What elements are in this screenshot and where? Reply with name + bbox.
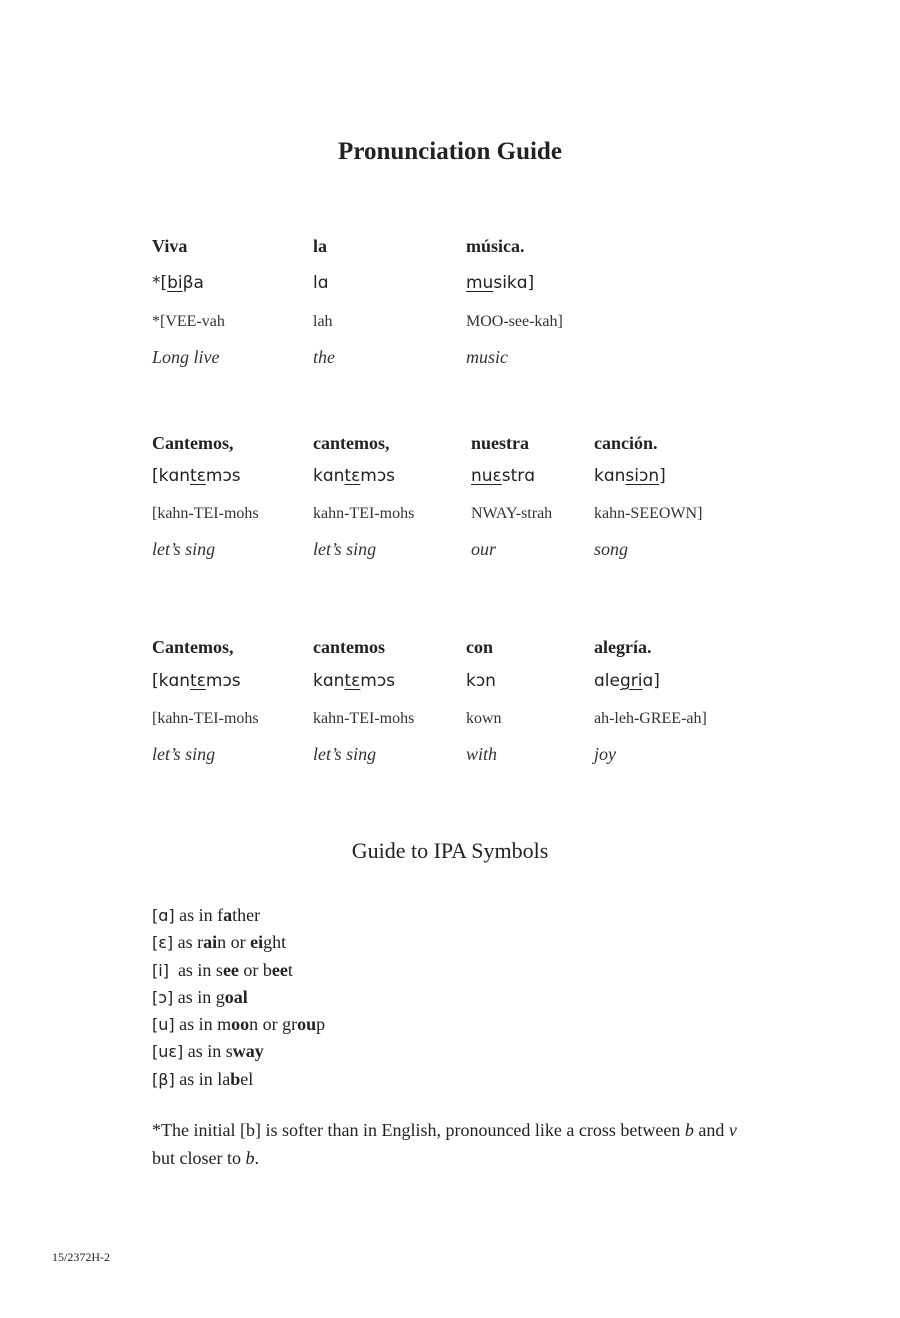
translation-row	[0, 744, 900, 772]
phonetic-spelling: kown	[466, 710, 502, 727]
translation-row	[0, 539, 900, 567]
ipa-transcription: kɑntɛmɔs	[313, 466, 396, 486]
ipa-transcription: [kɑntɛmɔs	[152, 671, 241, 691]
word: Cantemos,	[152, 433, 234, 453]
ipa-guide-item: [β] as in label	[152, 1068, 254, 1089]
translation: with	[466, 744, 498, 764]
ipa-transcription: kɔn	[466, 671, 496, 691]
phonetic-spelling: kahn-SEEOWN]	[594, 505, 703, 522]
translation: let’s sing	[313, 539, 377, 559]
translation: the	[313, 347, 335, 367]
phonetic-spelling: [kahn-TEI-mohs	[152, 505, 259, 522]
ipa-transcription: musikɑ]	[466, 273, 535, 293]
translation: music	[466, 347, 508, 367]
word-row	[0, 433, 900, 461]
word: con	[466, 637, 493, 657]
ipa-guide-item: [uɛ] as in sway	[152, 1041, 264, 1062]
word-row	[0, 637, 900, 665]
word-row	[0, 236, 900, 264]
phonetic-spelling: kahn-TEI-mohs	[313, 505, 415, 522]
phonetic-spelling: [kahn-TEI-mohs	[152, 710, 259, 727]
ipa-guide-item: [ɑ] as in father	[152, 905, 261, 925]
word: cantemos	[313, 637, 385, 657]
word: alegría.	[594, 637, 652, 657]
word: Cantemos,	[152, 637, 234, 657]
translation-row	[0, 347, 900, 375]
footnote: *The initial [b] is softer than in English, pronounced like a cross between b and v but closer to b.	[152, 1120, 737, 1168]
translation: let’s sing	[313, 744, 377, 764]
ipa-transcription: lɑ	[313, 273, 329, 293]
ipa-guide-item: [i] as in see or beet	[152, 959, 293, 980]
phonetic-spelling: kahn-TEI-mohs	[313, 710, 415, 727]
ipa-row	[0, 273, 900, 301]
phonetic-row	[0, 313, 900, 341]
translation: let’s sing	[152, 539, 216, 559]
word: nuestra	[471, 433, 529, 453]
translation: our	[471, 539, 497, 559]
word: Viva	[152, 236, 188, 256]
ipa-guide-item: [u] as in moon or group	[152, 1014, 326, 1035]
phonetic-row	[0, 710, 900, 738]
ipa-transcription: kɑntɛmɔs	[313, 671, 396, 691]
word: cantemos,	[313, 433, 390, 453]
phonetic-spelling: lah	[313, 313, 333, 330]
phonetic-spelling: MOO-see-kah]	[466, 313, 563, 330]
ipa-transcription: *[biβa	[152, 273, 204, 293]
word: la	[313, 236, 328, 256]
ipa-guide-item: [ɛ] as rain or eight	[152, 932, 287, 953]
ipa-row	[0, 466, 900, 494]
translation: song	[594, 539, 629, 559]
ipa-transcription: nuɛstrɑ	[471, 466, 536, 486]
ipa-transcription: ɑlegriɑ]	[594, 671, 660, 691]
phonetic-spelling: *[VEE-vah	[152, 313, 225, 330]
catalog-number: 15/2372H-2	[52, 1250, 110, 1264]
phonetic-row	[0, 505, 900, 533]
phonetic-spelling: NWAY-strah	[471, 505, 553, 522]
word: música.	[466, 236, 525, 256]
ipa-row	[0, 671, 900, 699]
ipa-transcription: [kɑntɛmɔs	[152, 466, 241, 486]
ipa-transcription: kɑnsiɔn]	[594, 466, 666, 486]
page-title: Pronunciation Guide	[338, 138, 562, 165]
translation: Long live	[152, 347, 220, 367]
ipa-guide-title: Guide to IPA Symbols	[351, 838, 549, 863]
translation: joy	[594, 744, 616, 764]
ipa-guide-item: [ɔ] as in goal	[152, 986, 248, 1007]
phonetic-spelling: ah-leh-GREE-ah]	[594, 710, 707, 727]
translation: let’s sing	[152, 744, 216, 764]
ipa-guide-list	[152, 902, 325, 1093]
word: canción.	[594, 433, 658, 453]
